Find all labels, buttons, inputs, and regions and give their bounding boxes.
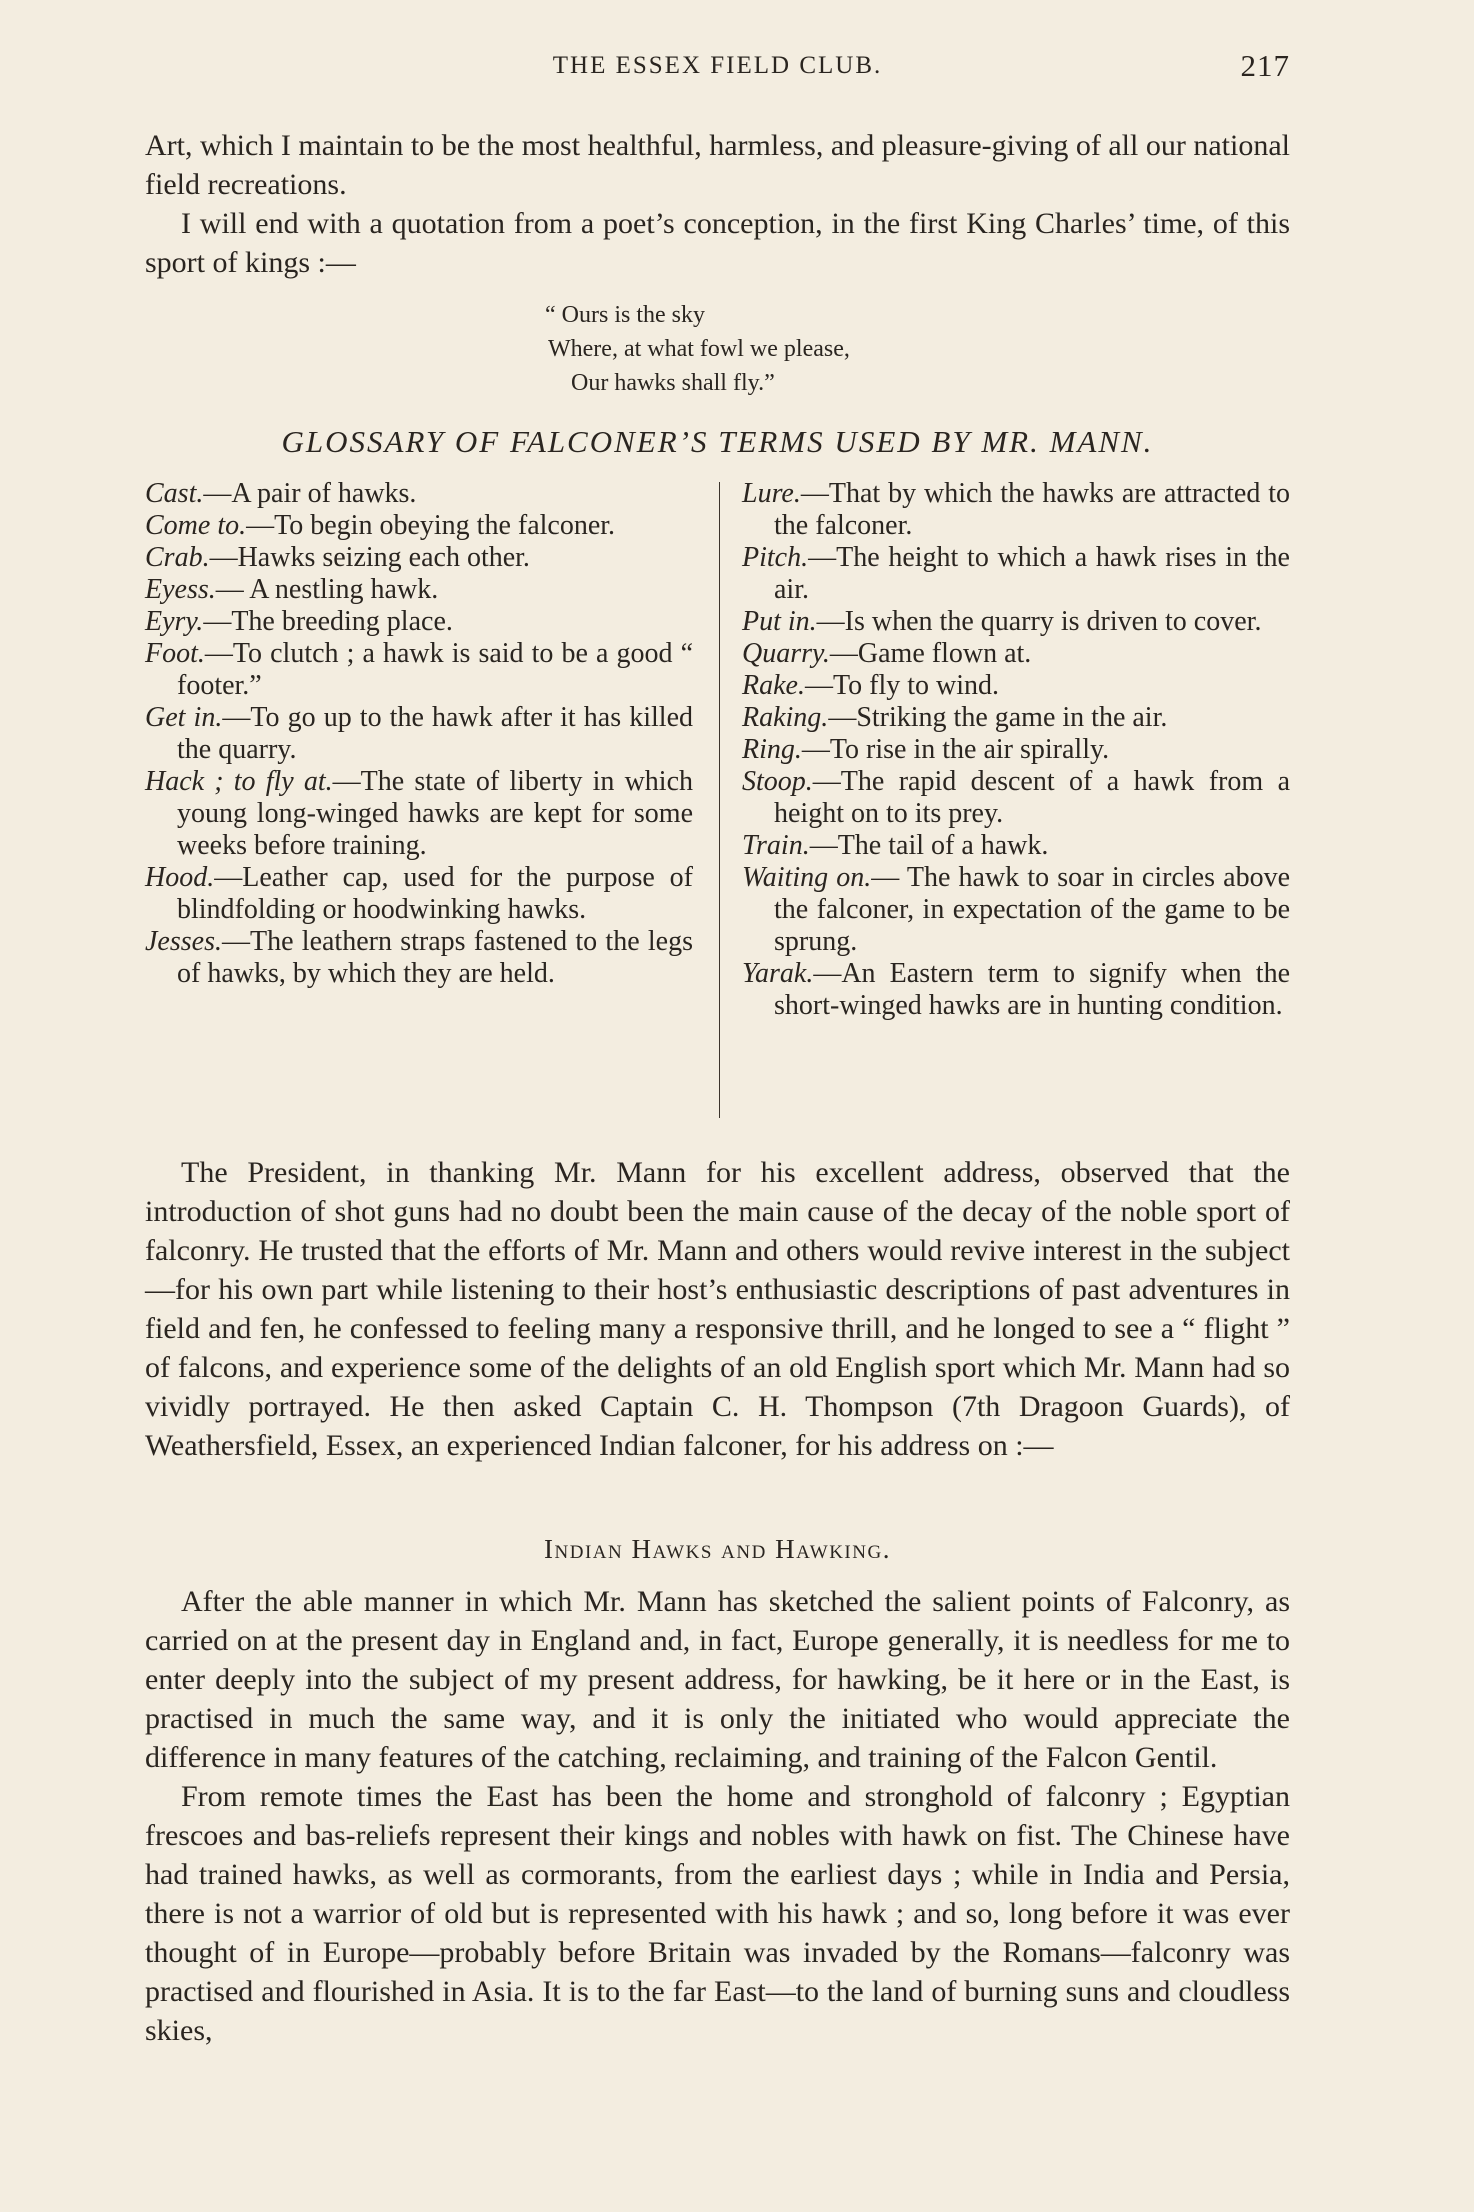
glossary-title: GLOSSARY OF FALCONER’S TERMS USED BY MR. MANN. bbox=[281, 424, 1154, 459]
glossary-entry bbox=[742, 862, 1290, 958]
glossary-entry bbox=[145, 574, 693, 606]
glossary-entry bbox=[742, 734, 1290, 766]
glossary-term: Eyry. bbox=[145, 606, 204, 637]
glossary-definition: —A pair of hawks. bbox=[203, 478, 417, 509]
verse-line: Our hawks shall fly.” bbox=[571, 370, 775, 396]
glossary-definition: —An Eastern term to signify when the short-winged hawks are in hunting condition. bbox=[774, 958, 1290, 1021]
glossary-entry bbox=[145, 606, 693, 638]
glossary-definition: —Leather cap, used for the purpose of blindfolding or hoodwinking hawks. bbox=[177, 862, 693, 925]
glossary-term: Pitch. bbox=[742, 542, 809, 573]
glossary-left-column bbox=[145, 478, 693, 990]
glossary-definition: —Hawks seizing each other. bbox=[209, 542, 530, 573]
glossary-definition: —To clutch ; a hawk is said to be a good “ footer.” bbox=[177, 638, 693, 701]
glossary-entry bbox=[742, 670, 1290, 702]
glossary-definition: —The rapid descent of a hawk from a height on to its prey. bbox=[774, 766, 1290, 829]
glossary-definition: —To begin obeying the falconer. bbox=[246, 510, 616, 541]
glossary-term: Stoop. bbox=[742, 766, 813, 797]
column-divider bbox=[719, 482, 720, 1118]
president-block bbox=[145, 1153, 1290, 1465]
intro-paragraph-1: Art, which I maintain to be the most healthful, harmless, and pleasure-giving of all our national field recreations. bbox=[145, 129, 1290, 201]
glossary-term: Yarak. bbox=[742, 958, 814, 989]
glossary-term: Come to. bbox=[145, 510, 247, 541]
glossary-entry bbox=[145, 542, 693, 574]
glossary-entry bbox=[742, 542, 1290, 606]
glossary-entry bbox=[742, 702, 1290, 734]
glossary-term: Lure. bbox=[742, 478, 801, 509]
glossary-term: Quarry. bbox=[742, 638, 830, 669]
glossary-term: Jesses. bbox=[145, 926, 222, 957]
glossary-term: Rake. bbox=[742, 670, 805, 701]
glossary-definition: —The leathern straps fastened to the legs of hawks, by which they are held. bbox=[177, 926, 693, 989]
glossary-term: Hood. bbox=[145, 862, 215, 893]
glossary-definition: —Is when the quarry is driven to cover. bbox=[816, 606, 1262, 637]
glossary-entry bbox=[145, 862, 693, 926]
intro-block bbox=[145, 126, 1290, 282]
glossary-definition: —Striking the game in the air. bbox=[828, 702, 1168, 733]
glossary-entry bbox=[145, 510, 693, 542]
intro-paragraph-2: I will end with a quotation from a poet’s conception, in the first King Charles’ time, of this sport of kings :— bbox=[145, 207, 1290, 279]
glossary-term: Train. bbox=[742, 830, 810, 861]
running-head bbox=[145, 48, 1290, 88]
glossary-definition: — The hawk to soar in circles above the falconer, in expectation of the game to be sprung. bbox=[774, 862, 1290, 957]
glossary-right-column bbox=[742, 478, 1290, 1022]
glossary-definition: — A nestling hawk. bbox=[215, 574, 439, 605]
glossary-definition: —To rise in the air spirally. bbox=[801, 734, 1110, 765]
section-body bbox=[145, 1582, 1290, 2050]
verse-quotation bbox=[545, 298, 850, 400]
glossary-definition: —To go up to the hawk after it has killed the quarry. bbox=[177, 702, 693, 765]
glossary-term: Eyess. bbox=[145, 574, 216, 605]
verse-line: “ Ours is the sky bbox=[545, 302, 705, 328]
glossary-term: Raking. bbox=[742, 702, 829, 733]
section-title: Indian Hawks and Hawking. bbox=[544, 1534, 891, 1564]
glossary-term: Foot. bbox=[145, 638, 205, 669]
glossary-term: Waiting on. bbox=[742, 862, 872, 893]
glossary-entry bbox=[742, 606, 1290, 638]
section-paragraph-2: From remote times the East has been the home and stronghold of falconry ; Egyptian frescoes and bas-reliefs represent their kings and nobles with hawk on fist. The Chinese have had trained hawks, as well as cormorants, from the earliest days ; while in India and Persia, there is not a warrior of old but is represented with his hawk ; and so, long before it was ever thought of in Europe—probably before Britain was invaded by the Romans—falconry was practised and flourished in Asia. It is to the far East—to the land of burning suns and cloudless skies, bbox=[145, 1780, 1290, 2047]
glossary-definition: —Game flown at. bbox=[829, 638, 1032, 669]
glossary-definition: —The state of liberty in which young long-winged hawks are kept for some weeks before training. bbox=[177, 766, 693, 861]
page-number: 217 bbox=[1240, 48, 1290, 83]
glossary-entry bbox=[742, 958, 1290, 1022]
glossary-entry bbox=[742, 638, 1290, 670]
running-title: THE ESSEX FIELD CLUB. bbox=[552, 52, 883, 79]
glossary-entry bbox=[742, 830, 1290, 862]
section-paragraph-1: After the able manner in which Mr. Mann has sketched the salient points of Falconry, as carried on at the present day in England and, in fact, Europe generally, it is needless for me to enter deeply into the subject of my present address, for hawking, be it here or in the East, is practised in much the same way, and it is only the initiated who would appreciate the difference in many features of the catching, reclaiming, and training of the Falcon Gentil. bbox=[145, 1585, 1290, 1774]
glossary-term: Cast. bbox=[145, 478, 204, 509]
glossary-definition: —The breeding place. bbox=[203, 606, 453, 637]
glossary-definition: —That by which the hawks are attracted to the falconer. bbox=[774, 478, 1290, 541]
glossary-term: Hack ; to fly at. bbox=[145, 766, 333, 797]
glossary-entry bbox=[145, 702, 693, 766]
glossary-entry bbox=[742, 766, 1290, 830]
glossary-entry bbox=[145, 926, 693, 990]
glossary-term: Ring. bbox=[742, 734, 802, 765]
glossary-definition: —The height to which a hawk rises in the air. bbox=[774, 542, 1290, 605]
glossary-term: Crab. bbox=[145, 542, 210, 573]
glossary-term: Get in. bbox=[145, 702, 223, 733]
glossary-definition: —The tail of a hawk. bbox=[809, 830, 1049, 861]
verse-line: Where, at what fowl we please, bbox=[548, 336, 850, 362]
glossary-entry bbox=[145, 478, 693, 510]
glossary-term: Put in. bbox=[742, 606, 817, 637]
glossary-entry bbox=[145, 766, 693, 862]
glossary-entry bbox=[145, 638, 693, 702]
glossary-entry bbox=[742, 478, 1290, 542]
president-paragraph: The President, in thanking Mr. Mann for his excellent address, observed that the introduction of shot guns had no doubt been the main cause of the decay of the noble sport of falconry. He trusted that the efforts of Mr. Mann and others would revive interest in the subject—for his own part while listening to their host’s enthusiastic descriptions of past adventures in field and fen, he confessed to feeling many a responsive thrill, and he longed to see a “ flight ” of falcons, and experience some of the delights of an old English sport which Mr. Mann had so vividly portrayed. He then asked Captain C. H. Thompson (7th Dragoon Guards), of Weathersfield, Essex, an experienced Indian falconer, for his address on :— bbox=[145, 1156, 1290, 1462]
glossary-definition: —To fly to wind. bbox=[804, 670, 999, 701]
